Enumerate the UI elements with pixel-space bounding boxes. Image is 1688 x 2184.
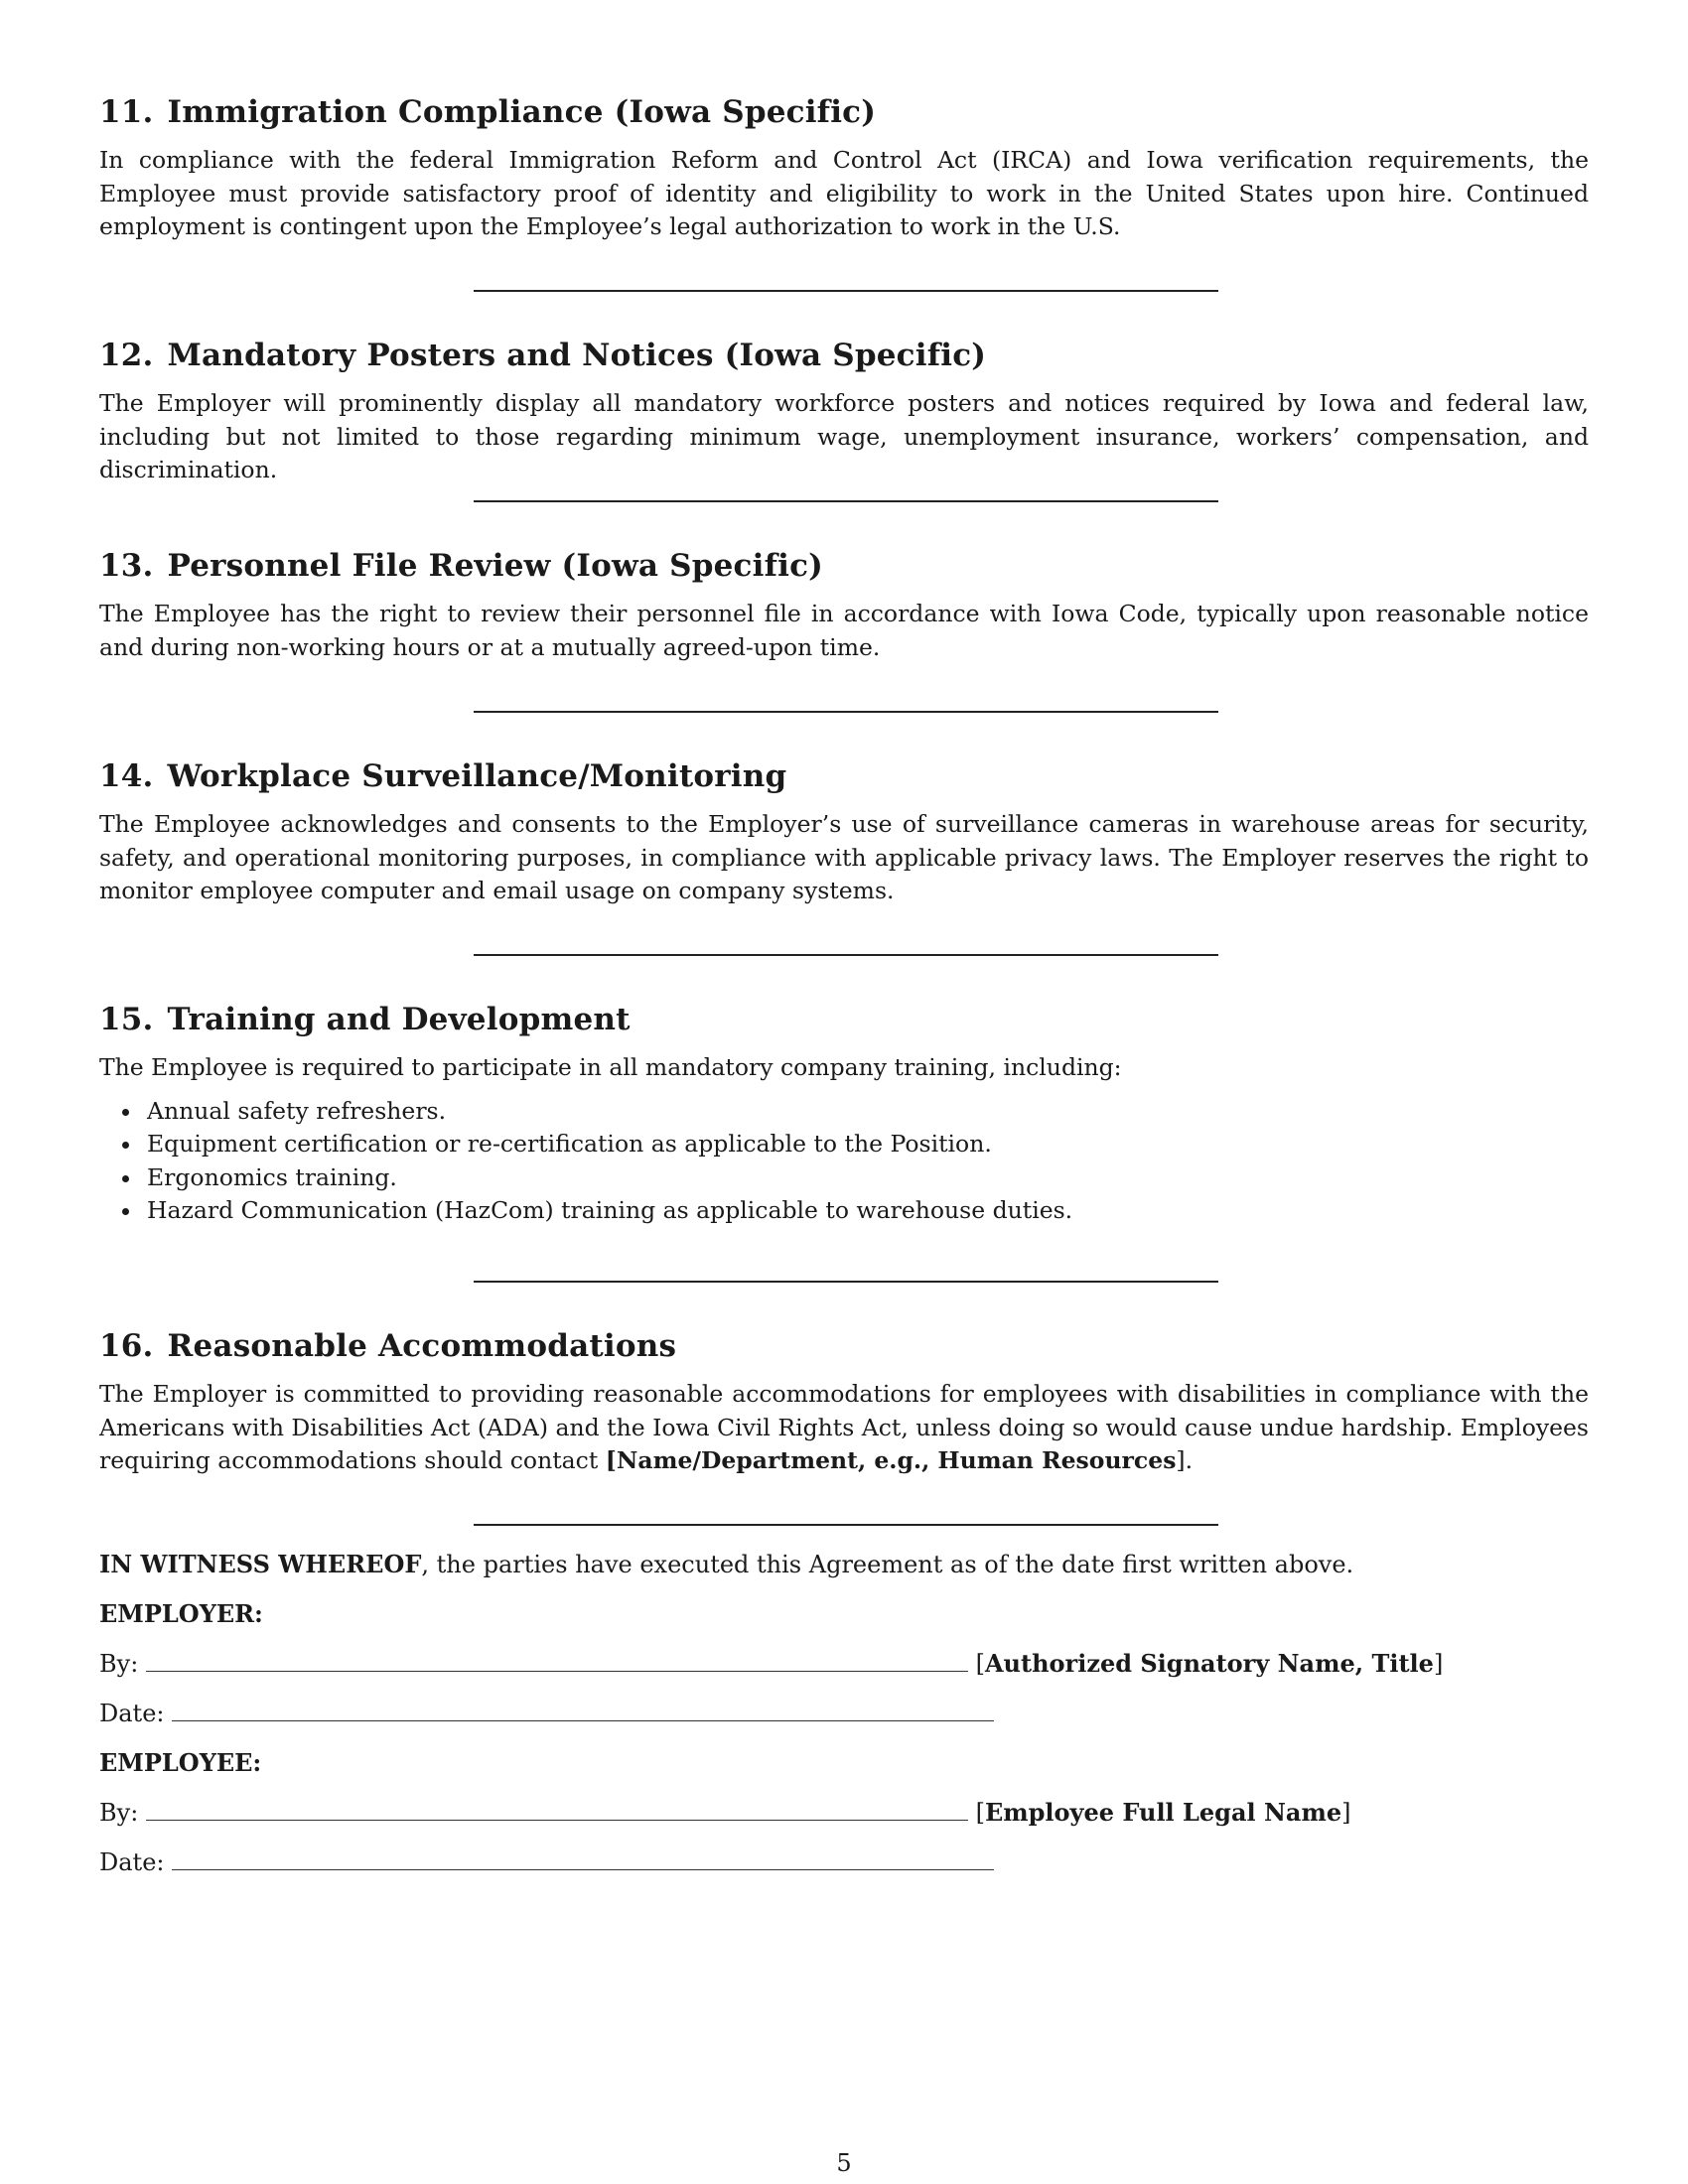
section-divider xyxy=(474,954,1218,956)
section-16 xyxy=(99,1328,1589,1478)
section-body: The Employer will prominently display all mandatory workforce posters and notices required by Iowa and federal law, including but not limited to those regarding minimum wage, unemployment insurance, workers’ compensation, and discrimination. xyxy=(99,389,1589,483)
employee-heading: EMPLOYEE: xyxy=(99,1748,262,1777)
list-item: • Hazard Communication (HazCom) training as applicable to warehouse duties. xyxy=(143,1194,1589,1228)
training-list xyxy=(99,1095,1589,1228)
employer-date-field[interactable] xyxy=(172,1701,994,1721)
employee-by-line: By: [Employee Full Legal Name] xyxy=(99,1798,1351,1827)
employee-signatory: Employee Full Legal Name xyxy=(984,1798,1342,1827)
section-heading: 14. Workplace Surveillance/Monitoring xyxy=(99,758,787,794)
section-12 xyxy=(99,338,1589,487)
section-11 xyxy=(99,94,1589,244)
witness-statement: IN WITNESS WHEREOF, the parties have executed this Agreement as of the date first written above. xyxy=(99,1550,1354,1578)
section-15 xyxy=(99,1002,1589,1228)
employee-date-field[interactable] xyxy=(172,1849,994,1870)
section-body: In compliance with the federal Immigration Reform and Control Act (IRCA) and Iowa verification requirements, the Employee must provide satisfactory proof of identity and eligibility to work in the United States upon hire. Continued employment is contingent upon the Employee’s legal authorization to work in the U.S. xyxy=(99,146,1589,240)
section-body: The Employee is required to participate in all mandatory company training, including: xyxy=(99,1053,1122,1081)
section-body: The Employer is committed to providing reasonable accommodations for employees with disabilities in compliance with the Americans with Disabilities Act (ADA) and the Iowa Civil Rights Act, unless doing so would cause undue hardship. Employees requiring accommodations should contact [Name/Department, e.g., Human Resources]. xyxy=(99,1380,1589,1474)
employee-signature-field[interactable] xyxy=(146,1800,968,1821)
employee-date-line: Date: xyxy=(99,1845,994,1879)
list-item: • Annual safety refreshers. xyxy=(143,1095,1589,1129)
employer-by-line: By: [Authorized Signatory Name, Title] xyxy=(99,1649,1444,1678)
employer-heading: EMPLOYER: xyxy=(99,1599,263,1628)
section-divider xyxy=(474,711,1218,713)
section-13 xyxy=(99,548,1589,664)
section-heading: 12. Mandatory Posters and Notices (Iowa Specific) xyxy=(99,338,987,373)
page-number: 5 xyxy=(836,2149,852,2177)
section-divider xyxy=(474,500,1218,502)
section-heading: 11. Immigration Compliance (Iowa Specific) xyxy=(99,94,877,130)
section-divider xyxy=(474,1524,1218,1526)
employer-date-line: Date: xyxy=(99,1697,994,1730)
section-divider xyxy=(474,290,1218,292)
list-item: • Equipment certification or re-certification as applicable to the Position. xyxy=(143,1128,1589,1161)
contact-placeholder: [Name/Department, e.g., Human Resources xyxy=(605,1446,1177,1474)
list-item: • Ergonomics training. xyxy=(143,1161,1589,1195)
section-body: The Employee acknowledges and consents to the Employer’s use of surveillance cameras in warehouse areas for security, safety, and operational monitoring purposes, in compliance with applicable privacy laws. The Employer reserves the right to monitor employee computer and email usage on company systems. xyxy=(99,810,1589,904)
section-heading: 13. Personnel File Review (Iowa Specific) xyxy=(99,548,824,584)
section-divider xyxy=(474,1281,1218,1283)
employer-signature-field[interactable] xyxy=(146,1651,968,1672)
employer-signatory: Authorized Signatory Name, Title xyxy=(984,1649,1434,1678)
section-heading: 16. Reasonable Accommodations xyxy=(99,1328,677,1364)
section-heading: 15. Training and Development xyxy=(99,1002,631,1037)
section-14 xyxy=(99,758,1589,908)
section-body: The Employee has the right to review their personnel file in accordance with Iowa Code, typically upon reasonable notice and during non-working hours or at a mutually agreed-upon time. xyxy=(99,600,1589,661)
